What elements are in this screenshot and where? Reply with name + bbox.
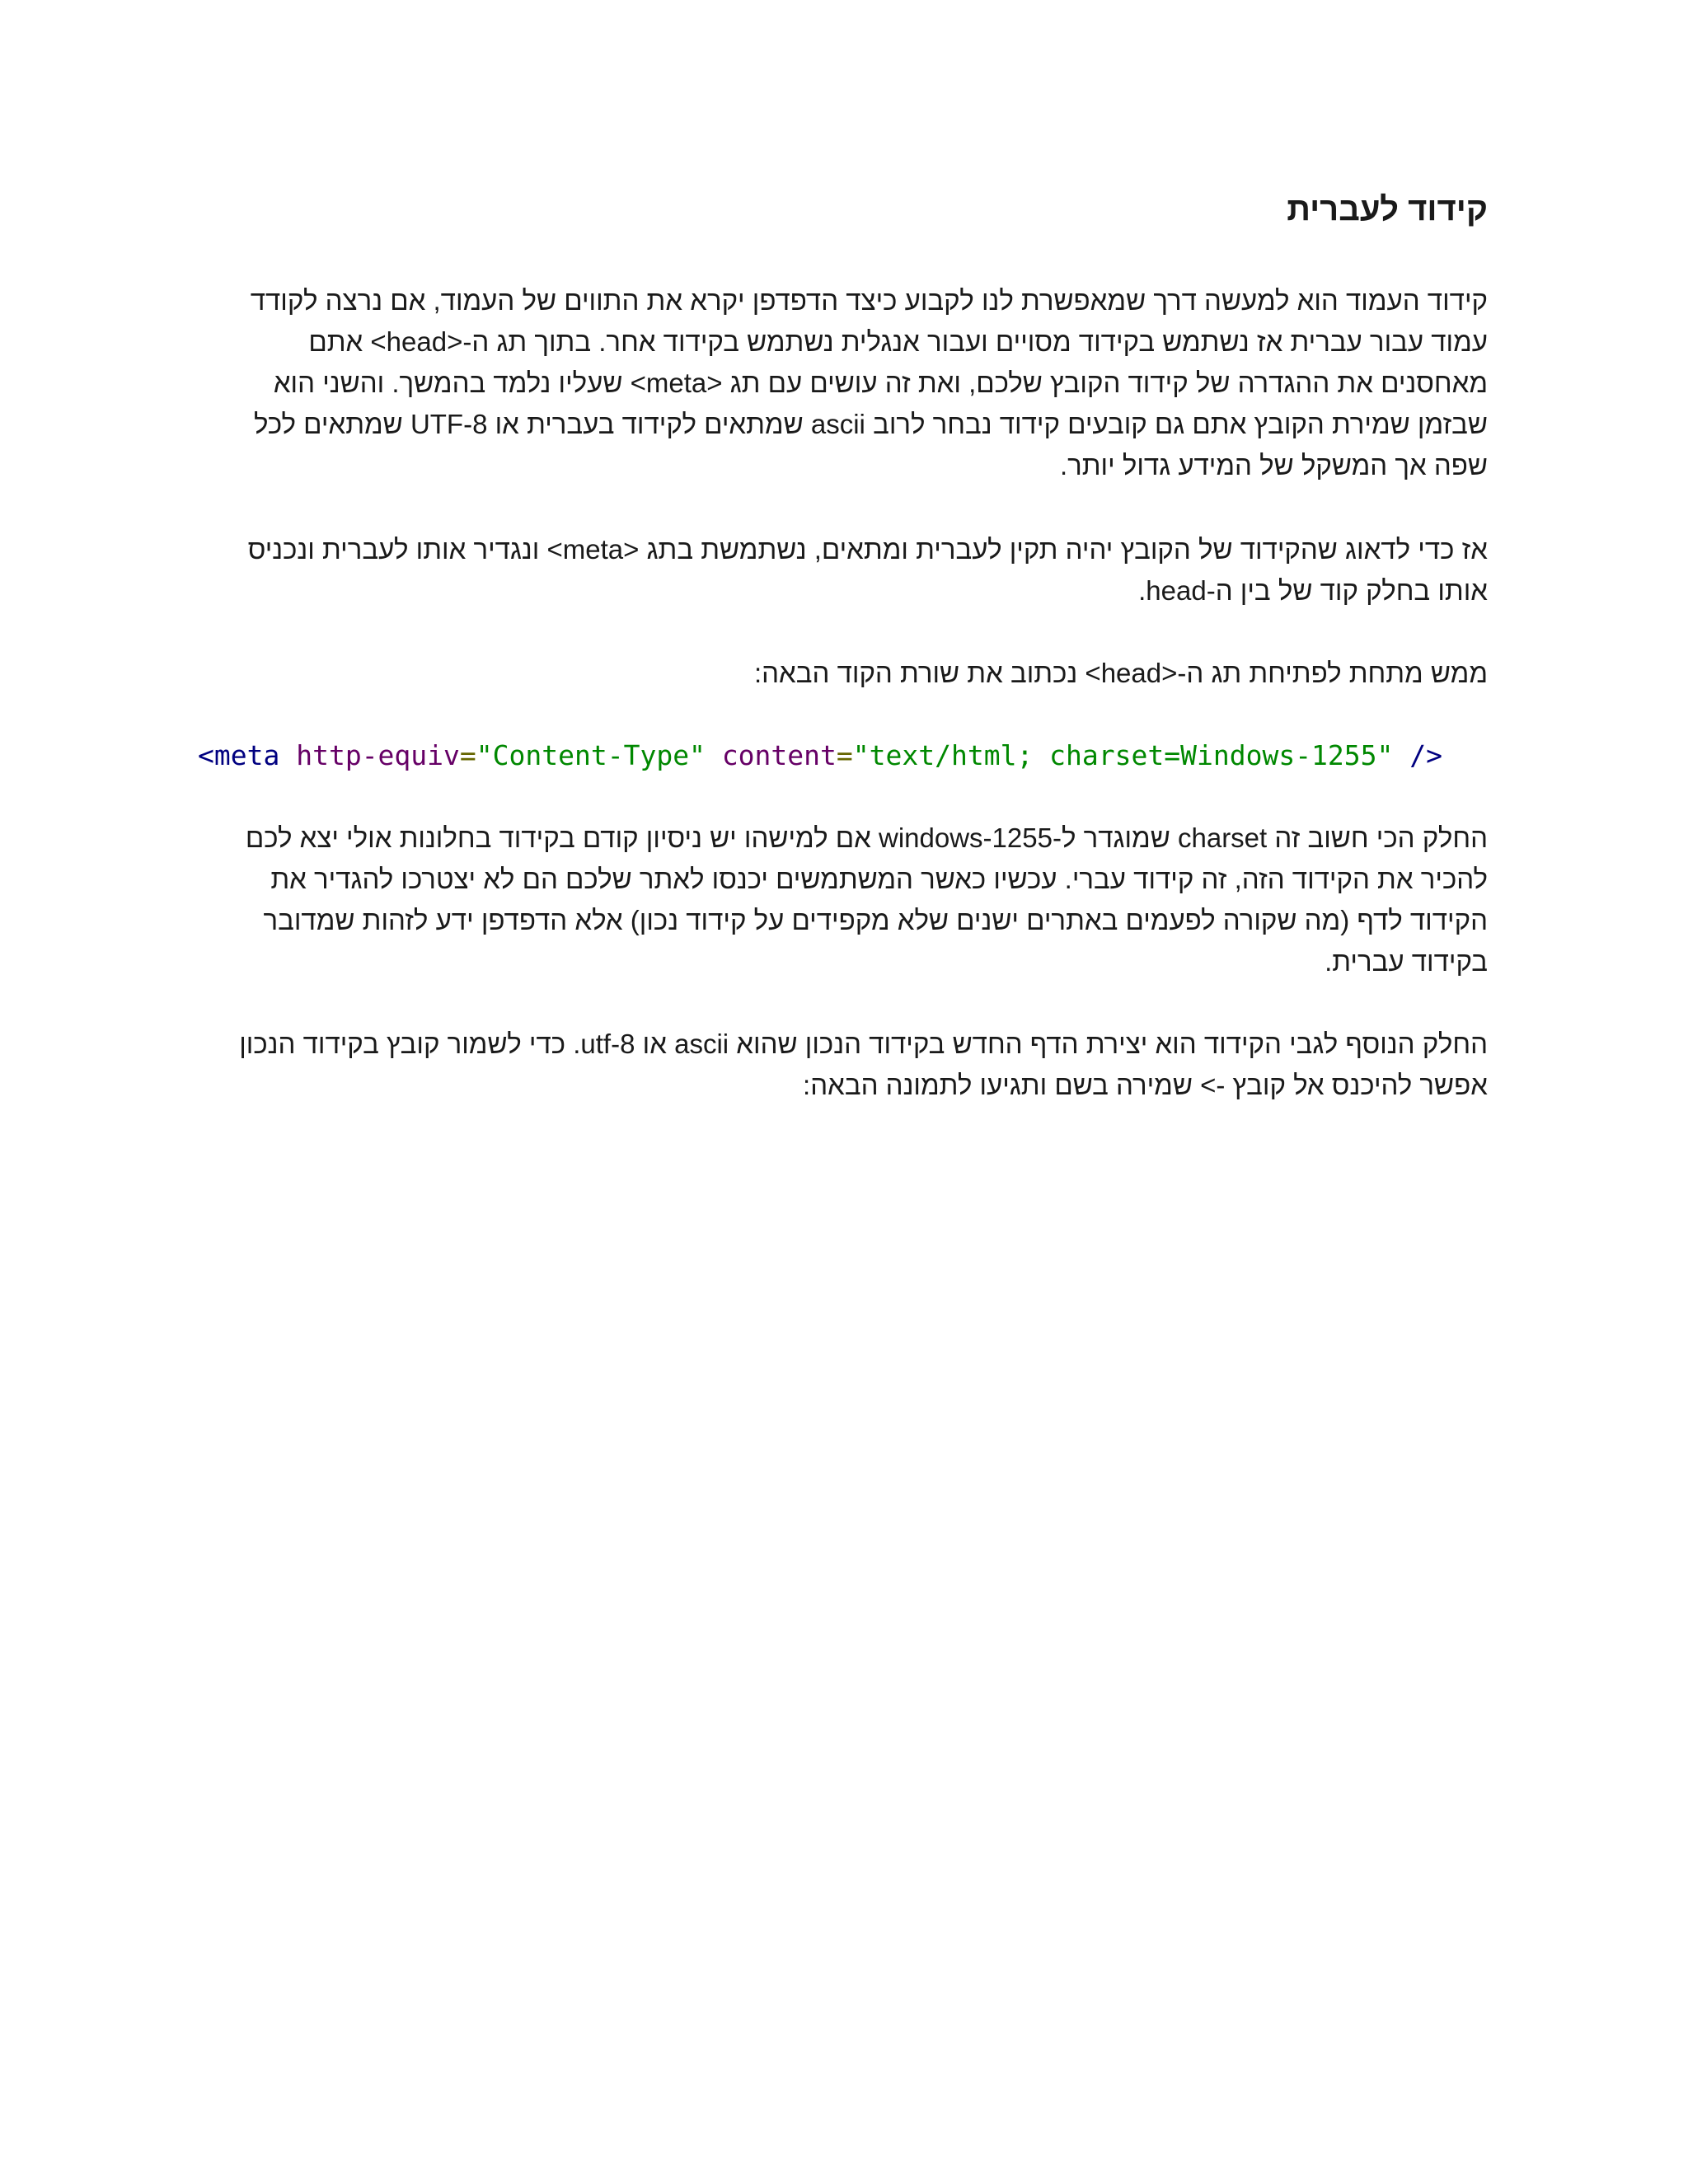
code-value-content-type: "Content-Type": [476, 739, 706, 771]
code-line-meta: [198, 735, 1488, 776]
document-page: [198, 190, 1488, 1147]
code-attr-http-equiv: http-equiv: [296, 739, 460, 771]
code-value-charset: "text/html; charset=Windows-1255": [852, 739, 1394, 771]
code-equals: =: [836, 739, 853, 771]
page-title: קידוד לעברית: [1287, 191, 1488, 227]
code-tag-open: <meta: [198, 739, 280, 771]
charset-paragraph: החלק הכי חשוב זה charset שמוגדר ל-windows-1255 אם למישהו יש ניסיון קודם בקידוד בחלונות אולי יצא לכם להכיר את הקידוד הזה, זה קידוד עברי. עכשיו כאשר המשתמשים יכנסו לאתר שלכם הם לא יצטרכו להגדיר את הקידוד לדף (מה שקורה לפעמים באתרים ישנים שלא מקפידים על קידוד נכון) אלא הדפדפן ידע לזהות שמדובר בקידוד עברית.: [245, 823, 1488, 977]
code-tag-close: />: [1409, 739, 1443, 771]
code-attr-content: content: [721, 739, 837, 771]
meta-explanation-paragraph: אז כדי לדאוג שהקידוד של הקובץ יהיה תקין לעברית ומתאים, נשתמשת בתג <meta> ונגדיר אותו לעברית ונכניס אותו בחלק קוד של בין ה-head.: [247, 534, 1488, 606]
code-equals: =: [459, 739, 476, 771]
code-intro-paragraph: ממש מתחת לפתיחת תג ה-<head> נכתוב את שורת הקוד הבאה:: [753, 658, 1488, 688]
save-file-paragraph: החלק הנוסף לגבי הקידוד הוא יצירת הדף החדש בקידוד הנכון שהוא ascii או utf-8. כדי לשמור קובץ בקידוד הנכון אפשר להיכנס אל קובץ -> שמירה בשם ותגיעו לתמונה הבאה:: [239, 1029, 1488, 1100]
intro-paragraph: קידוד העמוד הוא למעשה דרך שמאפשרת לנו לקבוע כיצד הדפדפן יקרא את התווים של העמוד, אם נרצה לקודד עמוד עבור עברית אז נשתמש בקידוד מסויים ועבור אנגלית נשתמש בקידוד אחר. בתוך תג ה-<head> אתם מאחסנים את ההגדרה של קידוד הקובץ שלכם, ואת זה עושים עם תג <meta> שעליו נלמד בהמשך. והשני הוא שבזמן שמירת הקובץ אתם גם קובעים קידוד נבחר לרוב ascii שמתאים לקידוד בעברית או UTF-8 שמתאים לכל שפה אך המשקל של המידע גדול יותר.: [250, 285, 1488, 480]
